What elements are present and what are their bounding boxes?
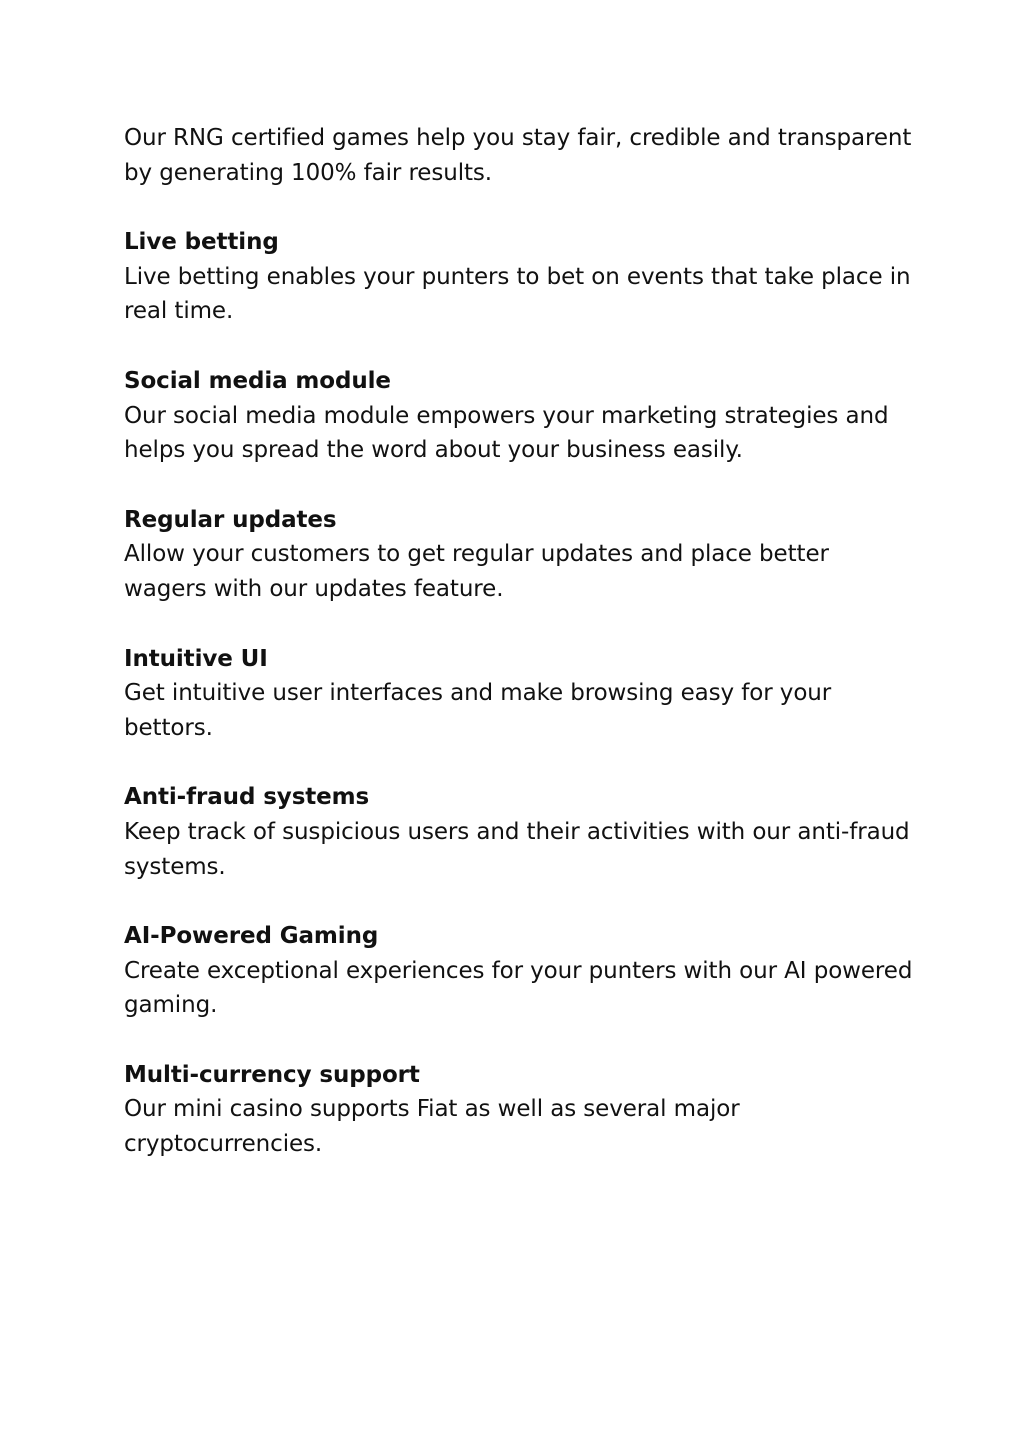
feature-title: Multi-currency support: [124, 1061, 420, 1088]
feature-live-betting: [124, 225, 914, 329]
feature-title: Regular updates: [124, 506, 337, 533]
feature-multi-currency-support: [124, 1058, 914, 1162]
feature-description: Get intuitive user interfaces and make browsing easy for your bettors.: [124, 680, 832, 741]
feature-title: Anti-fraud systems: [124, 784, 370, 811]
feature-anti-fraud-systems: [124, 780, 914, 884]
feature-description: Allow your customers to get regular updates and place better wagers with our updates feature.: [124, 541, 829, 602]
feature-description: Our mini casino supports Fiat as well as several major cryptocurrencies.: [124, 1096, 740, 1158]
feature-social-media-module: [124, 364, 914, 468]
feature-title: AI-Powered Gaming: [124, 923, 379, 950]
feature-title: Intuitive UI: [124, 645, 268, 672]
feature-ai-powered-gaming: [124, 919, 914, 1023]
feature-title: Social media module: [124, 367, 391, 394]
feature-intuitive-ui: [124, 642, 914, 746]
feature-description: Live betting enables your punters to bet on events that take place in real time.: [124, 263, 911, 325]
intro-paragraph: Our RNG certified games help you stay fair, credible and transparent by generating 100% fair results.: [124, 125, 912, 186]
feature-description: Keep track of suspicious users and their activities with our anti-fraud systems.: [124, 818, 910, 880]
feature-description: Our social media module empowers your marketing strategies and helps you spread the word about your business easily.: [124, 402, 889, 464]
feature-title: Live betting: [124, 229, 279, 256]
feature-description: Create exceptional experiences for your punters with our AI powered gaming.: [124, 957, 913, 1019]
document-page: [124, 121, 914, 1197]
feature-regular-updates: [124, 503, 914, 607]
